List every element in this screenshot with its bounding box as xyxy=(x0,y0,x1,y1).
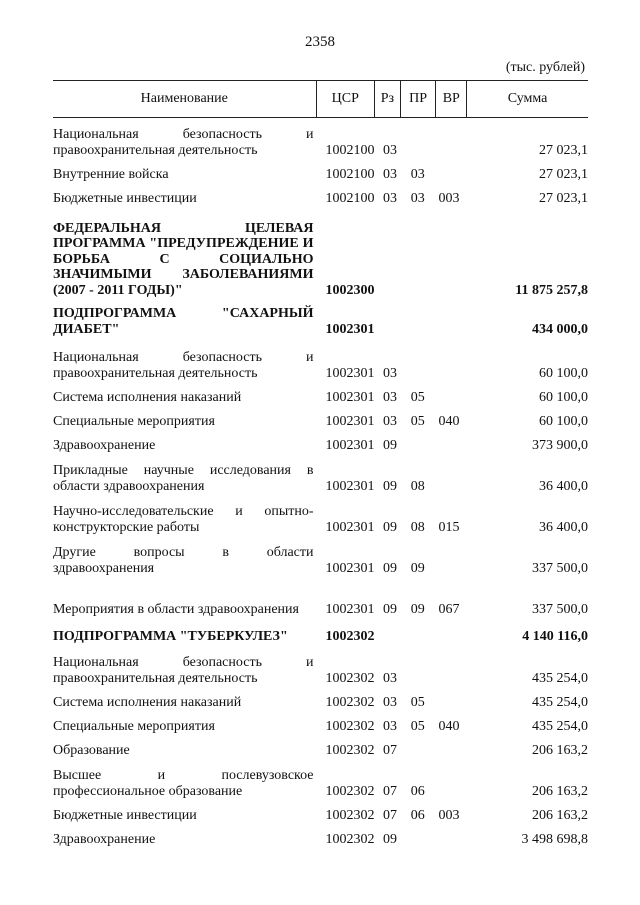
row-name: Национальная безопасность и правоохранительная деятельность xyxy=(53,127,314,158)
row-rz: 03 xyxy=(382,142,397,158)
row-pr: 05 xyxy=(410,389,425,405)
row-csr: 1002300 xyxy=(325,282,375,298)
table-body xyxy=(53,121,588,847)
table-row xyxy=(53,405,588,429)
table-row xyxy=(53,799,588,823)
row-vr: 003 xyxy=(438,807,460,823)
row-pr: 09 xyxy=(410,560,425,576)
row-csr: 1002302 xyxy=(325,807,375,823)
row-csr: 1002301 xyxy=(325,560,375,576)
row-rz: 03 xyxy=(382,166,397,182)
row-sum: 60 100,0 xyxy=(539,389,588,405)
row-vr: 040 xyxy=(438,413,460,429)
row-sum: 373 900,0 xyxy=(532,437,588,453)
row-sum: 27 023,1 xyxy=(539,190,588,206)
row-rz: 03 xyxy=(382,670,397,686)
row-name: Здравоохранение xyxy=(53,831,156,847)
row-rz: 07 xyxy=(382,783,397,799)
row-rz: 03 xyxy=(382,694,397,710)
row-sum: 206 163,2 xyxy=(532,807,588,823)
table-row xyxy=(53,298,588,337)
header-rz: Рз xyxy=(374,81,400,117)
row-name: Научно-исследовательские и опытно-конструкторские работы xyxy=(53,504,314,535)
row-csr: 1002100 xyxy=(325,166,375,182)
budget-table xyxy=(53,80,588,847)
row-name: Бюджетные инвестиции xyxy=(53,190,197,206)
row-csr: 1002301 xyxy=(325,321,375,337)
table-row xyxy=(53,453,588,494)
row-name: Национальная безопасность и правоохранительная деятельность xyxy=(53,655,314,686)
row-rz: 03 xyxy=(382,718,397,734)
row-name: Специальные мероприятия xyxy=(53,413,215,429)
row-sum: 206 163,2 xyxy=(532,742,588,758)
row-sum: 60 100,0 xyxy=(539,365,588,381)
table-row xyxy=(53,121,588,158)
row-pr: 05 xyxy=(410,694,425,710)
row-name: ФЕДЕРАЛЬНАЯ ЦЕЛЕВАЯ ПРОГРАММА "ПРЕДУПРЕЖДЕНИЕ И БОРЬБА С СОЦИАЛЬНО ЗНАЧИМЫМИ ЗАБОЛЕВАНИЯМИ (2007 - 2011 ГОДЫ)" xyxy=(53,220,314,298)
row-csr: 1002302 xyxy=(325,831,375,847)
row-sum: 36 400,0 xyxy=(539,519,588,535)
table-row xyxy=(53,758,588,799)
row-vr: 003 xyxy=(438,190,460,206)
row-rz: 09 xyxy=(382,601,397,617)
row-rz: 03 xyxy=(382,365,397,381)
table-row xyxy=(53,381,588,405)
row-pr: 05 xyxy=(410,413,425,429)
row-rz: 09 xyxy=(382,478,397,494)
row-sum: 36 400,0 xyxy=(539,478,588,494)
row-sum: 4 140 116,0 xyxy=(522,628,588,644)
row-name: Система исполнения наказаний xyxy=(53,389,242,405)
row-csr: 1002301 xyxy=(325,389,375,405)
row-name: ПОДПРОГРАММА "САХАРНЫЙ ДИАБЕТ" xyxy=(53,306,314,337)
table-row xyxy=(53,576,588,617)
header-name: Наименование xyxy=(140,91,228,106)
row-rz: 03 xyxy=(382,389,397,405)
row-csr: 1002301 xyxy=(325,601,375,617)
row-sum: 3 498 698,8 xyxy=(521,831,588,847)
row-pr: 09 xyxy=(410,601,425,617)
row-rz: 09 xyxy=(382,831,397,847)
row-name: Образование xyxy=(53,742,130,758)
page-number: 2358 xyxy=(305,34,335,50)
row-pr: 05 xyxy=(410,718,425,734)
row-csr: 1002100 xyxy=(325,142,375,158)
table-row xyxy=(53,182,588,206)
row-vr: 015 xyxy=(438,519,460,535)
row-name: Бюджетные инвестиции xyxy=(53,807,197,823)
table-row xyxy=(53,494,588,535)
row-sum: 434 000,0 xyxy=(532,321,588,337)
row-sum: 206 163,2 xyxy=(532,783,588,799)
table-row xyxy=(53,617,588,644)
row-csr: 1002302 xyxy=(325,628,375,644)
row-csr: 1002302 xyxy=(325,694,375,710)
row-pr: 06 xyxy=(410,783,425,799)
row-name: Внутренние войска xyxy=(53,166,169,182)
row-csr: 1002100 xyxy=(325,190,375,206)
row-name: Другие вопросы в области здравоохранения xyxy=(53,545,314,576)
row-sum: 27 023,1 xyxy=(539,166,588,182)
row-csr: 1002301 xyxy=(325,365,375,381)
row-sum: 337 500,0 xyxy=(532,560,588,576)
table-row xyxy=(53,535,588,576)
row-csr: 1002302 xyxy=(325,670,375,686)
row-pr: 08 xyxy=(410,519,425,535)
row-name: Специальные мероприятия xyxy=(53,718,215,734)
row-pr: 06 xyxy=(410,807,425,823)
row-rz: 03 xyxy=(382,190,397,206)
header-vr: ВР xyxy=(435,81,466,117)
table-row xyxy=(53,644,588,686)
row-csr: 1002301 xyxy=(325,478,375,494)
row-rz: 09 xyxy=(382,560,397,576)
row-sum: 60 100,0 xyxy=(539,413,588,429)
row-name: Здравоохранение xyxy=(53,437,156,453)
row-csr: 1002301 xyxy=(325,413,375,429)
row-sum: 435 254,0 xyxy=(532,670,588,686)
row-rz: 09 xyxy=(382,437,397,453)
row-vr: 067 xyxy=(438,601,460,617)
table-header xyxy=(53,80,588,118)
table-row xyxy=(53,823,588,847)
row-sum: 11 875 257,8 xyxy=(515,282,588,298)
row-pr: 03 xyxy=(410,190,425,206)
table-row xyxy=(53,206,588,298)
row-csr: 1002301 xyxy=(325,519,375,535)
row-sum: 27 023,1 xyxy=(539,142,588,158)
row-pr: 03 xyxy=(410,166,425,182)
row-rz: 09 xyxy=(382,519,397,535)
row-name: Прикладные научные исследования в области здравоохранения xyxy=(53,463,314,494)
row-csr: 1002302 xyxy=(325,718,375,734)
table-row xyxy=(53,158,588,182)
header-sum: Сумма xyxy=(466,81,588,117)
header-csr: ЦСР xyxy=(316,81,374,117)
row-csr: 1002302 xyxy=(325,742,375,758)
table-row xyxy=(53,429,588,453)
row-name: Система исполнения наказаний xyxy=(53,694,242,710)
row-csr: 1002301 xyxy=(325,437,375,453)
header-pr: ПР xyxy=(400,81,436,117)
row-name: Высшее и послевузовское профессиональное образование xyxy=(53,768,314,799)
row-sum: 337 500,0 xyxy=(532,601,588,617)
row-name: ПОДПРОГРАММА "ТУБЕРКУЛЕЗ" xyxy=(53,628,288,644)
row-vr: 040 xyxy=(438,718,460,734)
units-label: (тыс. рублей) xyxy=(505,60,585,75)
row-name: Национальная безопасность и правоохранительная деятельность xyxy=(53,350,314,381)
table-row xyxy=(53,734,588,758)
row-csr: 1002302 xyxy=(325,783,375,799)
row-rz: 03 xyxy=(382,413,397,429)
row-name: Мероприятия в области здравоохранения xyxy=(53,601,299,617)
row-sum: 435 254,0 xyxy=(532,694,588,710)
table-row xyxy=(53,337,588,381)
table-row xyxy=(53,710,588,734)
row-sum: 435 254,0 xyxy=(532,718,588,734)
row-pr: 08 xyxy=(410,478,425,494)
row-rz: 07 xyxy=(382,807,397,823)
table-row xyxy=(53,686,588,710)
row-rz: 07 xyxy=(382,742,397,758)
